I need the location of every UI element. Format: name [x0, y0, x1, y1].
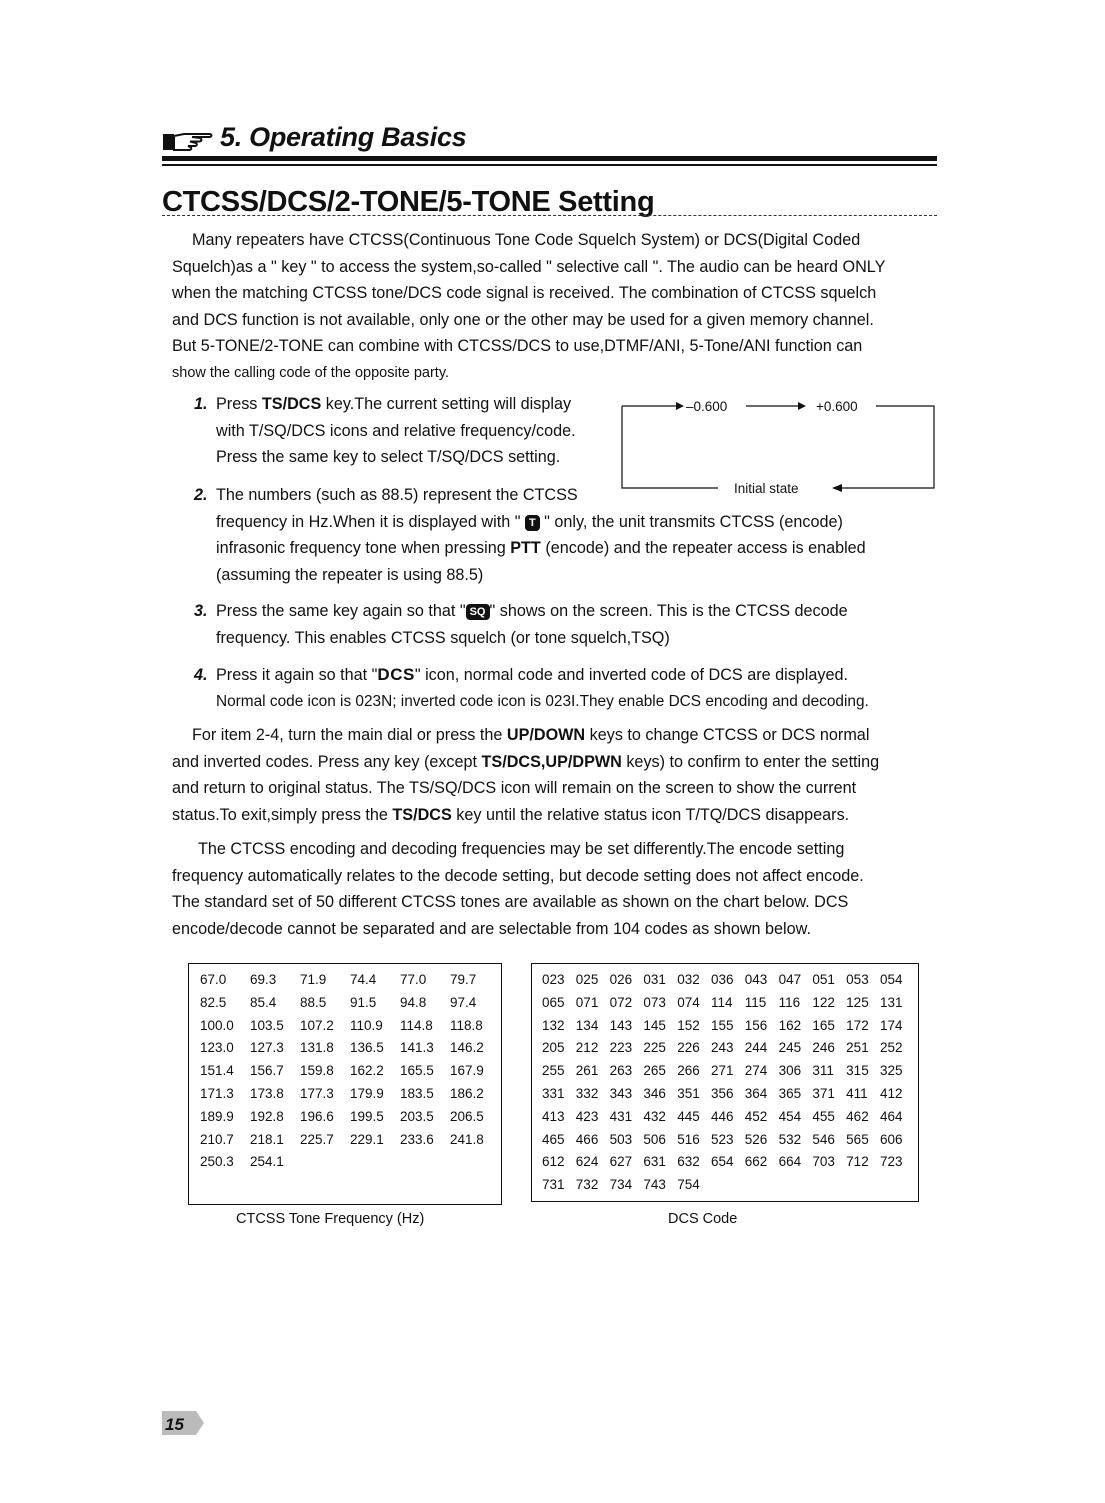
ctcss-row [200, 1040, 500, 1063]
table-cell: 115 [744, 994, 767, 1010]
table-cell: 123.0 [200, 1040, 234, 1056]
table-cell: 91.5 [350, 994, 377, 1010]
section-title: CTCSS/DCS/2-TONE/5-TONE Setting [162, 186, 655, 218]
dcs-row [542, 1132, 914, 1155]
table-cell: 654 [710, 1154, 734, 1170]
table-cell: 455 [812, 1108, 835, 1124]
table-cell: 254.1 [250, 1154, 284, 1170]
dcs-row [542, 1177, 914, 1200]
table-cell: 331 [542, 1085, 565, 1101]
table-cell: 412 [879, 1085, 903, 1101]
table-cell: 134 [575, 1017, 599, 1033]
dcs-row [542, 1109, 914, 1132]
intro-line: when the matching CTCSS tone/DCS code signal is received. The combination of CTCSS squelch [172, 284, 877, 302]
offset-plus-label: +0.600 [816, 399, 858, 414]
key-name: PTT [510, 539, 541, 557]
ctcss-row [200, 1063, 500, 1086]
table-cell: 072 [609, 994, 633, 1010]
table-cell: 186.2 [450, 1085, 484, 1101]
header-rule [162, 156, 937, 161]
table-cell: 71.9 [300, 972, 327, 987]
table-cell: 199.5 [350, 1108, 384, 1124]
table-cell: 156 [744, 1017, 768, 1033]
table-cell: 731 [542, 1177, 565, 1193]
table-cell: 131 [879, 994, 903, 1010]
step-text: Press the same key again so that " [216, 602, 466, 620]
table-cell: 103.5 [250, 1017, 284, 1033]
step-text: key.The current setting will display [321, 395, 572, 413]
dcs-row [542, 972, 914, 995]
table-cell: 032 [677, 972, 700, 987]
key-name: TS/DCS [392, 805, 452, 824]
table-cell: 261 [575, 1063, 599, 1079]
table-cell: 325 [879, 1063, 903, 1079]
table-cell: 183.5 [400, 1085, 434, 1101]
table-cell: 143 [609, 1017, 633, 1033]
dcs-icon: DCS [377, 665, 415, 684]
table-cell: 053 [846, 972, 869, 987]
intro-line: But 5-TONE/2-TONE can combine with CTCSS/DCS to use,DTMF/ANI, 5-Tone/ANI function can [172, 337, 863, 355]
table-cell: 155 [710, 1017, 734, 1033]
table-cell: 225 [643, 1040, 666, 1056]
table-cell: 196.6 [300, 1108, 334, 1124]
table-cell: 516 [677, 1131, 700, 1147]
ctcss-row [200, 1132, 500, 1155]
table-cell: 662 [744, 1154, 768, 1170]
table-cell: 612 [542, 1154, 565, 1170]
table-cell: 031 [643, 972, 666, 987]
dcs-row [542, 1040, 914, 1063]
table-cell: 255 [542, 1063, 565, 1079]
ctcss-row [200, 995, 500, 1018]
table-cell: 523 [710, 1131, 734, 1147]
table-cell: 132 [542, 1017, 565, 1033]
table-cell: 229.1 [350, 1131, 384, 1147]
ctcss-row [200, 1086, 500, 1109]
step-text: frequency. This enables CTCSS squelch (or tone squelch,TSQ) [216, 628, 670, 647]
table-cell: 165 [812, 1017, 835, 1033]
step-text: Press [216, 395, 262, 413]
table-cell: 445 [677, 1108, 700, 1124]
key-name: TS/DCS,UP/DPWN [481, 752, 622, 771]
table-cell: 77.0 [400, 972, 427, 987]
tones-paragraph [172, 836, 942, 942]
ctcss-row [200, 1018, 500, 1041]
table-cell: 632 [677, 1154, 700, 1170]
page-number: 15 [165, 1415, 184, 1434]
table-cell: 116 [778, 994, 801, 1010]
dcs-row [542, 1086, 914, 1109]
table-cell: 723 [879, 1154, 903, 1170]
table-cell: 446 [710, 1108, 734, 1124]
table-cell: 212 [575, 1040, 599, 1056]
section-divider [162, 215, 937, 216]
table-cell: 206.5 [450, 1108, 484, 1124]
table-cell: 203.5 [400, 1108, 434, 1124]
table-cell: 071 [575, 994, 599, 1010]
dcs-row [542, 1154, 914, 1177]
table-cell: 79.7 [450, 972, 477, 987]
para-text: and return to original status. The TS/SQ/DCS icon will remain on the screen to show the current [172, 779, 857, 797]
ctcss-row [200, 1109, 500, 1132]
table-cell: 110.9 [350, 1017, 383, 1033]
table-cell: 315 [846, 1063, 869, 1079]
table-cell: 306 [778, 1063, 802, 1079]
para-text: keys to change CTCSS or DCS normal [585, 726, 870, 744]
table-cell: 065 [542, 994, 565, 1010]
page-number-badge [162, 1411, 204, 1435]
step-text: " only, the unit transmits CTCSS (encode) [539, 512, 843, 531]
table-cell: 107.2 [300, 1017, 334, 1033]
table-cell: 732 [575, 1177, 599, 1193]
table-cell: 346 [643, 1085, 666, 1101]
table-cell: 243 [710, 1040, 734, 1056]
table-cell: 423 [575, 1108, 599, 1124]
table-cell: 454 [778, 1108, 802, 1124]
initial-state-label: Initial state [734, 481, 799, 496]
table-cell: 351 [677, 1085, 700, 1101]
table-cell: 271 [710, 1063, 734, 1079]
table-cell: 054 [879, 972, 903, 987]
table-cell: 526 [744, 1131, 768, 1147]
table-cell: 627 [609, 1154, 633, 1170]
table-cell: 506 [643, 1131, 666, 1147]
table-cell: 343 [609, 1085, 633, 1101]
table-cell: 546 [812, 1131, 835, 1147]
table-cell: 167.9 [450, 1063, 484, 1079]
table-cell: 364 [744, 1085, 768, 1101]
table-cell: 94.8 [400, 994, 427, 1010]
table-cell: 122 [812, 994, 835, 1010]
table-cell: 624 [575, 1154, 599, 1170]
table-cell: 073 [643, 994, 666, 1010]
table-cell: 712 [846, 1154, 869, 1170]
step-4 [194, 662, 944, 715]
table-cell: 174 [879, 1017, 903, 1033]
table-cell: 356 [710, 1085, 734, 1101]
table-cell: 263 [609, 1063, 633, 1079]
step-number: 3. [194, 602, 208, 620]
para-text: keys) to confirm to enter the setting [621, 752, 880, 771]
table-cell: 462 [846, 1108, 869, 1124]
table-cell: 125 [846, 994, 869, 1010]
usage-paragraph [172, 722, 942, 828]
table-cell: 114.8 [400, 1017, 433, 1033]
table-cell: 051 [812, 972, 835, 987]
step-text: infrasonic frequency tone when pressing [216, 539, 511, 557]
table-cell: 025 [575, 972, 599, 987]
para-text: encode/decode cannot be separated and are selectable from 104 codes as shown below. [172, 919, 811, 938]
para-text: For item 2-4, turn the main dial or press the [192, 726, 507, 744]
table-cell: 165.5 [400, 1063, 434, 1079]
table-cell: 265 [643, 1063, 666, 1079]
table-cell: 225.7 [300, 1131, 334, 1147]
table-cell: 205 [542, 1040, 565, 1056]
table-cell: 241.8 [450, 1131, 484, 1147]
table-cell: 047 [778, 972, 802, 987]
table-cell: 565 [846, 1131, 869, 1147]
step-2 [194, 482, 944, 588]
table-cell: 274 [744, 1063, 768, 1079]
para-text: key until the relative status icon T/TQ/DCS disappears. [451, 805, 850, 824]
table-cell: 74.4 [350, 972, 377, 987]
table-cell: 734 [609, 1177, 633, 1193]
table-cell: 754 [677, 1177, 700, 1193]
table-cell: 97.4 [450, 994, 477, 1010]
step-text: (assuming the repeater is using 88.5) [216, 565, 484, 584]
intro-paragraph [172, 227, 942, 386]
table-cell: 503 [609, 1131, 633, 1147]
para-text: The standard set of 50 different CTCSS tones are available as shown on the chart below. DCS [172, 893, 849, 911]
ctcss-caption: CTCSS Tone Frequency (Hz) [236, 1211, 425, 1227]
offset-minus-label: –0.600 [686, 399, 728, 414]
table-cell: 431 [609, 1108, 633, 1124]
table-cell: 172 [846, 1017, 869, 1033]
step-text: Press it again so that " [216, 666, 378, 684]
table-cell: 023 [542, 972, 565, 987]
step-3 [194, 598, 944, 651]
table-cell: 664 [778, 1154, 802, 1170]
step-text: with T/SQ/DCS icons and relative frequency/code. [216, 421, 576, 440]
tone-sq-icon: SQ [466, 604, 490, 620]
table-cell: 464 [879, 1108, 903, 1124]
table-cell: 173.8 [250, 1085, 284, 1101]
table-cell: 332 [575, 1085, 599, 1101]
table-cell: 151.4 [200, 1063, 234, 1079]
table-cell: 244 [744, 1040, 768, 1056]
table-cell: 192.8 [250, 1108, 284, 1124]
table-cell: 189.9 [200, 1108, 234, 1124]
table-cell: 145 [643, 1017, 666, 1033]
table-cell: 162.2 [350, 1063, 384, 1079]
para-text: frequency automatically relates to the decode setting, but decode setting does not affect encode. [172, 866, 864, 885]
step-text: " icon, normal code and inverted code of DCS are displayed. [414, 666, 848, 684]
step-text: (encode) and the repeater access is enabled [540, 539, 866, 557]
dcs-table [542, 972, 914, 1200]
para-text: The CTCSS encoding and decoding frequencies may be set differently.The encode setting [198, 840, 845, 858]
table-cell: 245 [778, 1040, 802, 1056]
key-name: UP/DOWN [506, 726, 586, 744]
intro-line: show the calling code of the opposite party. [172, 364, 450, 381]
table-cell: 141.3 [400, 1040, 434, 1056]
table-cell: 131.8 [300, 1040, 334, 1056]
table-cell: 251 [846, 1040, 869, 1056]
table-cell: 171.3 [200, 1085, 234, 1101]
table-cell: 266 [677, 1063, 700, 1079]
table-cell: 67.0 [200, 972, 227, 987]
intro-line: Many repeaters have CTCSS(Continuous Tone Code Squelch System) or DCS(Digital Coded [192, 231, 861, 249]
table-cell: 365 [778, 1085, 802, 1101]
table-cell: 162 [778, 1017, 802, 1033]
table-cell: 532 [778, 1131, 802, 1147]
table-cell: 159.8 [300, 1063, 334, 1079]
table-cell: 252 [879, 1040, 903, 1056]
table-cell: 606 [879, 1131, 903, 1147]
ctcss-row [200, 1154, 500, 1177]
dcs-row [542, 995, 914, 1018]
table-cell: 311 [812, 1063, 834, 1079]
key-name: TS/DCS [261, 395, 322, 413]
table-cell: 223 [609, 1040, 633, 1056]
dcs-row [542, 1063, 914, 1086]
table-cell: 074 [677, 994, 700, 1010]
tone-t-icon: T [525, 515, 540, 531]
chapter-title: 5. Operating Basics [220, 122, 467, 152]
step-number: 1. [194, 395, 208, 413]
table-cell: 233.6 [400, 1131, 434, 1147]
table-cell: 100.0 [200, 1017, 234, 1033]
table-cell: 413 [542, 1108, 565, 1124]
dcs-caption: DCS Code [668, 1211, 738, 1227]
table-cell: 179.9 [350, 1085, 384, 1101]
table-cell: 114 [710, 994, 733, 1010]
table-cell: 146.2 [450, 1040, 484, 1056]
intro-line: Squelch)as a " key " to access the system,so-called " selective call ". The audio can be heard ONLY [172, 257, 886, 276]
pointing-hand-icon [162, 128, 214, 154]
table-cell: 465 [542, 1131, 565, 1147]
table-cell: 82.5 [200, 994, 227, 1010]
intro-line: and DCS function is not available, only one or the other may be used for a given memory channel. [172, 310, 874, 329]
table-cell: 411 [846, 1085, 868, 1101]
table-cell: 210.7 [200, 1131, 234, 1147]
table-cell: 118.8 [450, 1017, 483, 1033]
table-cell: 156.7 [250, 1063, 284, 1079]
table-cell: 043 [744, 972, 768, 987]
table-cell: 85.4 [250, 994, 277, 1010]
table-cell: 466 [575, 1131, 599, 1147]
step-number: 2. [194, 486, 208, 504]
table-cell: 743 [643, 1177, 666, 1193]
dcs-row [542, 1018, 914, 1041]
table-cell: 226 [677, 1040, 700, 1056]
table-cell: 036 [710, 972, 734, 987]
table-cell: 026 [609, 972, 633, 987]
table-cell: 136.5 [350, 1040, 384, 1056]
table-cell: 631 [643, 1154, 666, 1170]
para-text: and inverted codes. Press any key (except [172, 752, 482, 771]
ctcss-row [200, 972, 500, 995]
step-text: Press the same key to select T/SQ/DCS setting. [216, 448, 561, 466]
table-cell: 127.3 [250, 1040, 284, 1056]
table-cell: 152 [677, 1017, 700, 1033]
table-cell: 246 [812, 1040, 835, 1056]
ctcss-table [200, 972, 500, 1177]
step-number: 4. [194, 666, 208, 684]
step-text: frequency in Hz.When it is displayed with " [216, 512, 525, 531]
table-cell: 69.3 [250, 972, 277, 987]
table-cell: 177.3 [300, 1085, 334, 1101]
step-text: Normal code icon is 023N; inverted code icon is 023I.They enable DCS encoding and decoding. [216, 692, 869, 710]
header-rule-thin [162, 164, 937, 166]
table-cell: 371 [812, 1085, 835, 1101]
step-text: " shows on the screen. This is the CTCSS decode [489, 602, 848, 620]
table-cell: 703 [812, 1154, 835, 1170]
para-text: status.To exit,simply press the [172, 805, 393, 824]
table-cell: 452 [744, 1108, 768, 1124]
step-text: The numbers (such as 88.5) represent the CTCSS [216, 486, 578, 504]
table-cell: 218.1 [250, 1131, 284, 1147]
table-cell: 88.5 [300, 994, 327, 1010]
table-cell: 432 [643, 1108, 666, 1124]
table-cell: 250.3 [200, 1154, 234, 1170]
